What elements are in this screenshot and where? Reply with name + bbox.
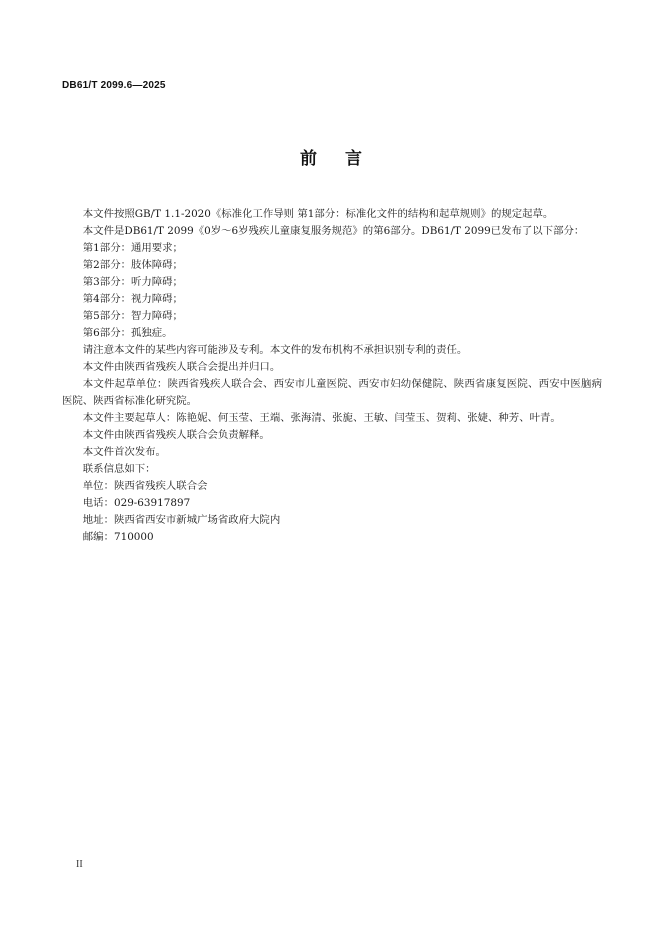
part-item: 第4部分：视力障碍； <box>82 293 183 305</box>
page-number: II <box>76 859 83 870</box>
part-item: 第2部分：肢体障碍； <box>82 259 183 271</box>
paragraph-drafters: 本文件主要起草人：陈艳妮、何玉莹、王端、张海清、张旎、王敏、闫莹玉、贺莉、张婕、种芳、叶青。 <box>82 412 561 424</box>
part-item: 第5部分：智力障碍； <box>82 310 183 322</box>
paragraph-interpretation: 本文件由陕西省残疾人联合会负责解释。 <box>82 429 270 441</box>
page-title: 前言 <box>300 149 390 169</box>
document-body <box>62 206 602 546</box>
part-item: 第1部分：通用要求； <box>82 242 183 254</box>
paragraph-drafting-rules: 本文件按照GB/T 1.1-2020《标准化工作导则 第1部分：标准化文件的结构和起草规则》的规定起草。 <box>82 208 554 220</box>
paragraph-contact-heading: 联系信息如下： <box>82 463 156 475</box>
contact-phone: 电话：029-63917897 <box>82 497 191 509</box>
paragraph-proposer: 本文件由陕西省残疾人联合会提出并归口。 <box>82 361 281 373</box>
document-code: DB61/T 2099.6—2025 <box>62 80 166 91</box>
paragraph-drafting-units: 本文件起草单位：陕西省残疾人联合会、西安市儿童医院、西安市妇幼保健院、陕西省康复医院、西安中医脑病医院、陕西省标准化研究院。 <box>62 378 602 407</box>
paragraph-first-release: 本文件首次发布。 <box>82 446 166 458</box>
contact-unit: 单位：陕西省残疾人联合会 <box>82 480 208 492</box>
contact-postcode: 邮编：710000 <box>82 531 154 543</box>
paragraph-series-info: 本文件是DB61/T 2099《0岁～6岁残疾儿童康复服务规范》的第6部分。DB61/T 2099已发布了以下部分： <box>82 225 585 237</box>
contact-address: 地址：陕西省西安市新城广场省政府大院内 <box>82 514 281 526</box>
part-item: 第3部分：听力障碍； <box>82 276 183 288</box>
part-item: 第6部分：孤独症。 <box>82 327 173 339</box>
paragraph-patent-notice: 请注意本文件的某些内容可能涉及专利。本文件的发布机构不承担识别专利的责任。 <box>82 344 468 356</box>
